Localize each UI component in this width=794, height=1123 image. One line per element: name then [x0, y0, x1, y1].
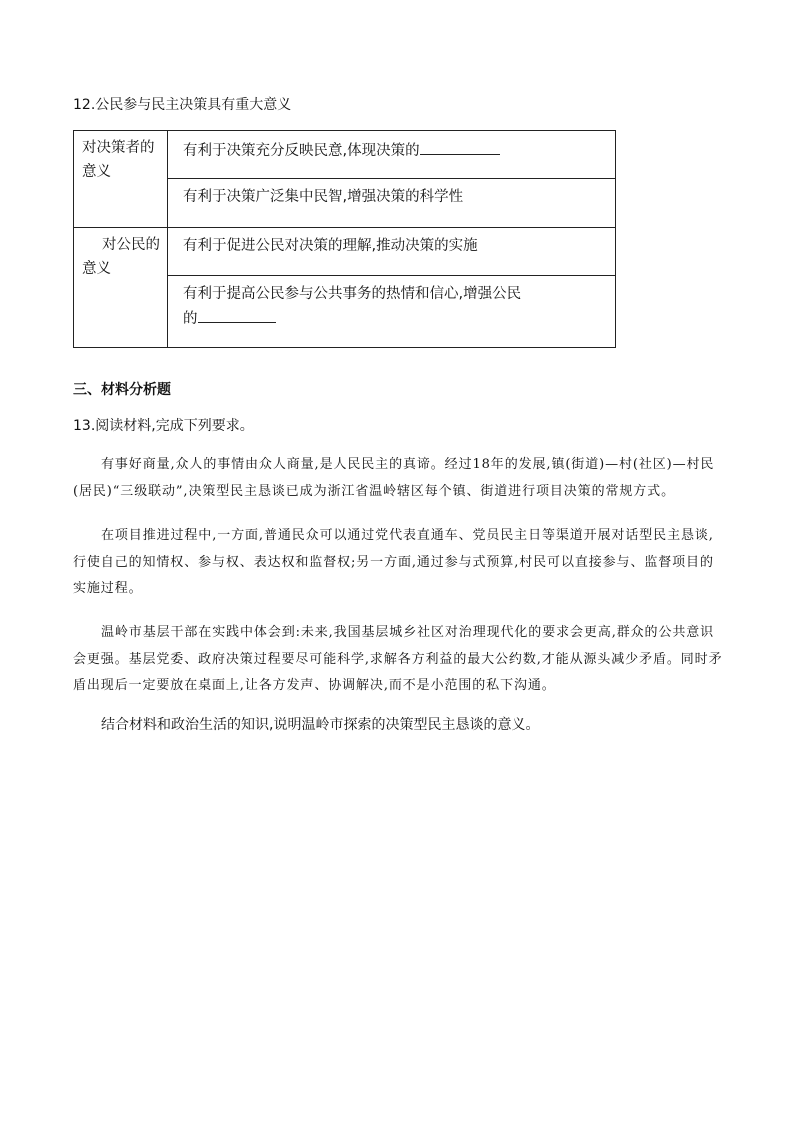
row4-text: 有利于提高公民参与公共事务的热情和信心,增强公民: [183, 286, 522, 302]
table-cell: 有利于决策广泛集中民智,增强决策的科学性: [168, 179, 616, 228]
material-paragraph: 温岭市基层干部在实践中体会到:未来,我国基层城乡社区对治理现代化的要求会更高,群众的公共意识会更强。基层党委、政府决策过程要尽可能科学,求解各方利益的最大公约数,才能从源头减少矛盾。同时矛盾出现后一定要放在桌面上,让各方发声、协调解决,而不是小范围的私下沟通。: [73, 625, 723, 693]
section-heading: 三、材料分析题: [73, 382, 171, 398]
table-cell: 有利于促进公民对决策的理解,推动决策的实施: [168, 228, 616, 276]
answer-blank: [420, 138, 500, 155]
significance-table: [73, 130, 616, 348]
material-paragraph: 在项目推进过程中,一方面,普通民众可以通过党代表直通车、党员民主日等渠道开展对话型民主恳谈,行使自己的知情权、参与权、表达权和监督权;另一方面,通过参与式预算,村民可以直接参与、监督项目的实施过程。: [73, 528, 714, 596]
table-cell: [168, 131, 616, 179]
material-paragraph: 有事好商量,众人的事情由众人商量,是人民民主的真谛。经过18年的发展,镇(街道)—村(社区)—村民(居民)“三级联动”,决策型民主恳谈已成为浙江省温岭辖区每个镇、街道进行项目决策的常规方式。: [73, 457, 715, 499]
row4-text-cont: 的: [183, 311, 198, 327]
row1-text: 有利于决策充分反映民意,体现决策的: [183, 143, 420, 159]
question-13-task: 结合材料和政治生活的知识,说明温岭市探索的决策型民主恳谈的意义。: [101, 717, 540, 733]
citizens-cell: 对公民的意义: [74, 228, 168, 348]
answer-blank: [198, 306, 276, 323]
table-cell: [168, 276, 616, 348]
question-13-intro: 13.阅读材料,完成下列要求。: [73, 418, 254, 434]
table-row: [74, 131, 616, 179]
table-row: [74, 228, 616, 276]
decision-makers-cell: 对决策者的意义: [74, 131, 168, 228]
question-12-title: 12.公民参与民主决策具有重大意义: [73, 97, 292, 113]
